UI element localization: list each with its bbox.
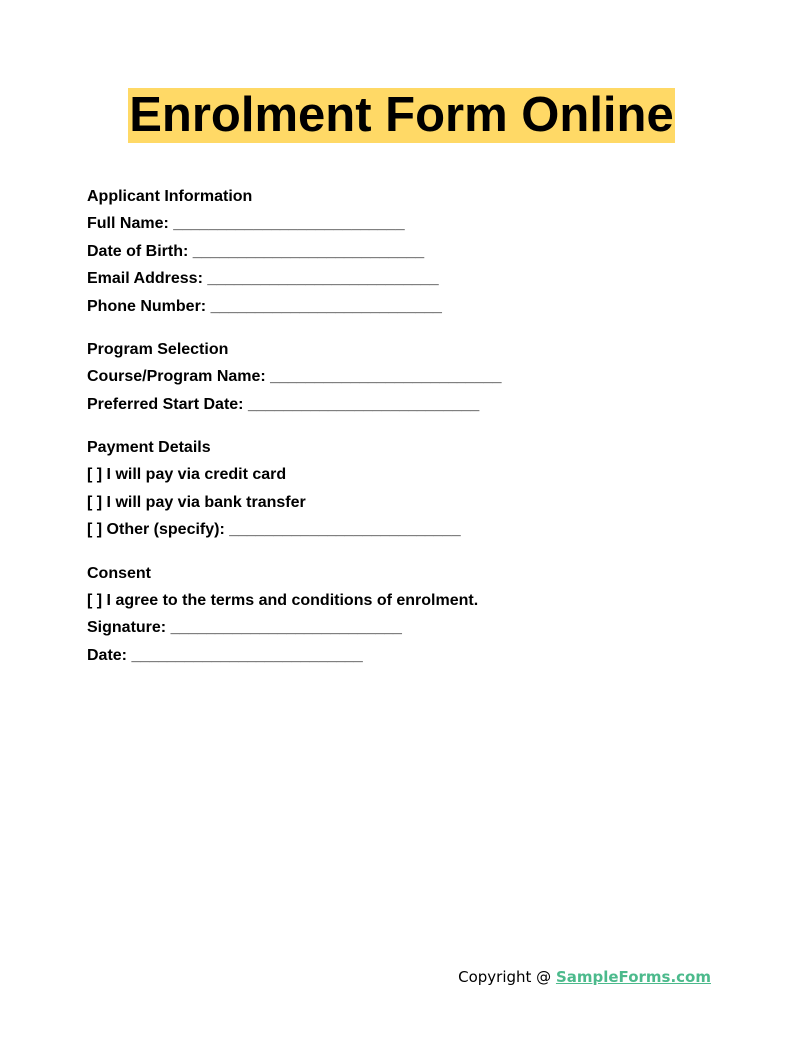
copyright-footer [458,968,711,986]
preferred-start-date-field[interactable]: Preferred Start Date: __________________________ [87,395,480,413]
copyright-text: Copyright @ [458,968,556,986]
page-title: Enrolment Form Online [129,88,674,142]
enrolment-form [87,184,502,686]
section-consent [87,561,502,670]
section-payment-details [87,435,502,544]
section-heading: Program Selection [87,341,229,358]
other-payment-checkbox[interactable]: [ ] Other (specify): __________________________ [87,521,461,538]
section-heading: Payment Details [87,439,211,456]
section-program-selection [87,337,502,418]
credit-card-checkbox[interactable]: [ ] I will pay via credit card [87,466,287,483]
phone-number-field[interactable]: Phone Number: __________________________ [87,297,442,315]
sampleforms-link[interactable]: SampleForms.com [555,968,711,986]
full-name-field[interactable]: Full Name: __________________________ [87,215,405,232]
date-field[interactable]: Date: __________________________ [87,646,363,664]
section-applicant-information [87,184,502,320]
section-heading: Consent [87,564,151,582]
course-program-name-field[interactable]: Course/Program Name: __________________________ [87,368,502,385]
date-of-birth-field[interactable]: Date of Birth: __________________________ [87,242,425,260]
signature-field[interactable]: Signature: __________________________ [87,619,402,636]
terms-agreement-checkbox[interactable]: [ ] I agree to the terms and conditions of enrolment. [87,591,479,609]
section-heading: Applicant Information [87,188,253,205]
bank-transfer-checkbox[interactable]: [ ] I will pay via bank transfer [87,493,306,511]
email-address-field[interactable]: Email Address: __________________________ [87,270,439,287]
title-container [0,88,803,143]
